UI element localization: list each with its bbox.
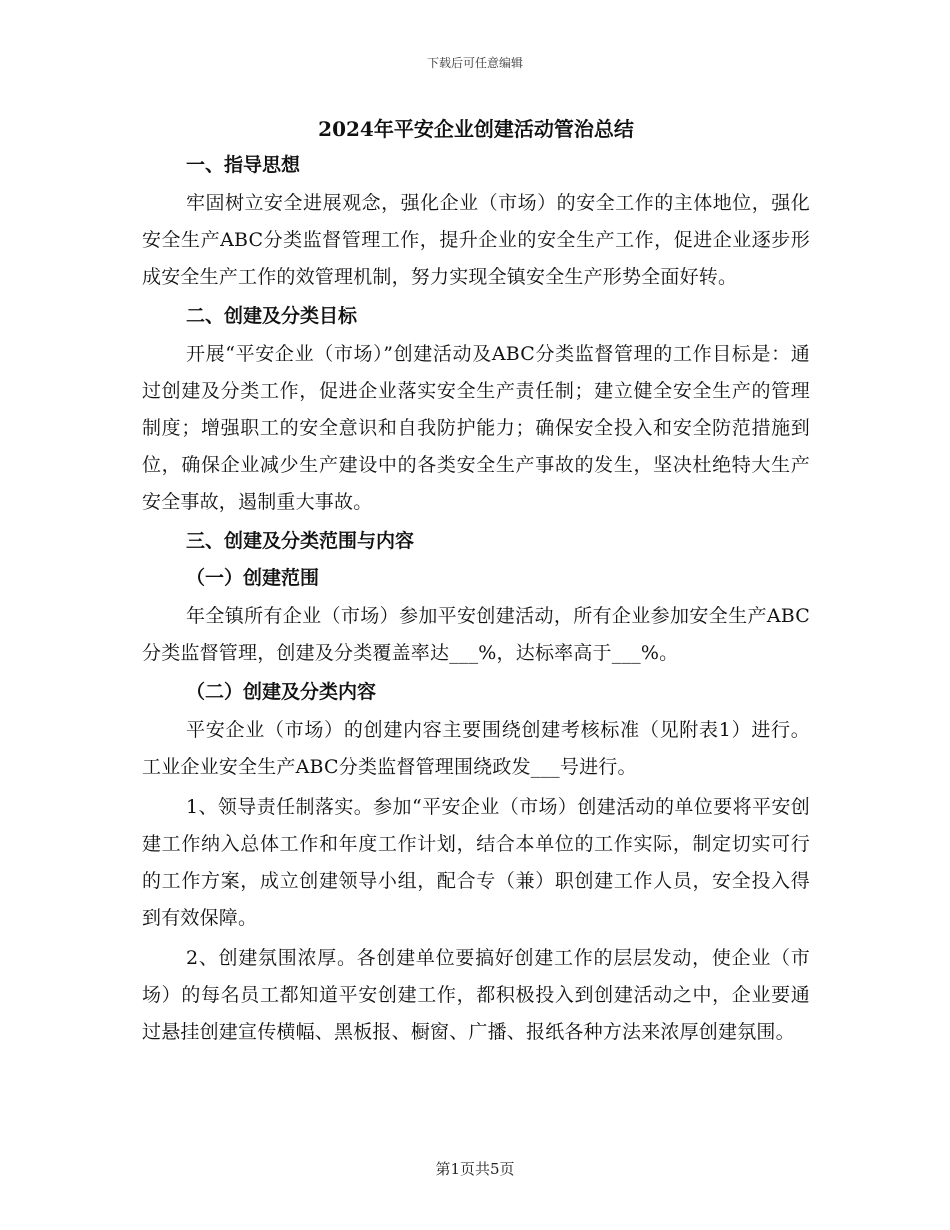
document-title: 2024年平安企业创建活动管治总结 bbox=[318, 117, 634, 141]
paragraph-goals: 开展“平安企业（市场）”创建活动及ABC分类监督管理的工作目标是：通过创建及分类工作，促进企业落实安全生产责任制；建立健全安全生产的管理制度；增强职工的安全意识和自我防护能力；确保安全投入和安全防范措施到位，确保企业减少生产建设中的各类安全生产事故的发生，坚决杜绝特大生产安全事故，遏制重大事故。 bbox=[142, 343, 810, 513]
page-footer: 第1页共5页 bbox=[435, 1160, 515, 1178]
section-heading-scope-content: 三、创建及分类范围与内容 bbox=[186, 530, 415, 552]
subsection-heading-scope: （一）创建范围 bbox=[186, 567, 320, 589]
paragraph-content: 平安企业（市场）的创建内容主要围绕创建考核标准（见附表1）进行。工业企业安全生产ABC分类监督管理围绕政发___号进行。 bbox=[142, 719, 810, 778]
paragraph-scope: 年全镇所有企业（市场）参加平安创建活动，所有企业参加安全生产ABC分类监督管理，创建及分类覆盖率达___%，达标率高于___%。 bbox=[142, 605, 810, 664]
document-body bbox=[142, 112, 810, 1054]
section-heading-goals: 二、创建及分类目标 bbox=[186, 305, 358, 327]
paragraph-guiding-ideology: 牢固树立安全进展观念，强化企业（市场）的安全工作的主体地位，强化安全生产ABC分类监督管理工作，提升企业的安全生产工作，促进企业逐步形成安全生产工作的效管理机制，努力实现全镇安全生产形势全面好转。 bbox=[142, 192, 810, 288]
paragraph-leadership: 1、领导责任制落实。参加“平安企业（市场）创建活动的单位要将平安创建工作纳入总体工作和年度工作计划，结合本单位的工作实际，制定切实可行的工作方案，成立创建领导小组，配合专（兼）职创建工作人员，安全投入得到有效保障。 bbox=[142, 796, 810, 929]
subsection-heading-content: （二）创建及分类内容 bbox=[186, 681, 377, 703]
section-heading-guiding-ideology: 一、指导思想 bbox=[186, 154, 301, 176]
page-header: 下载后可任意编辑 bbox=[426, 56, 523, 70]
paragraph-atmosphere: 2、创建氛围浓厚。各创建单位要搞好创建工作的层层发动，使企业（市场）的每名员工都知道平安创建工作，都积极投入到创建活动之中，企业要通过悬挂创建宣传横幅、黑板报、橱窗、广播、报纸各种方法来浓厚创建氛围。 bbox=[142, 947, 810, 1043]
